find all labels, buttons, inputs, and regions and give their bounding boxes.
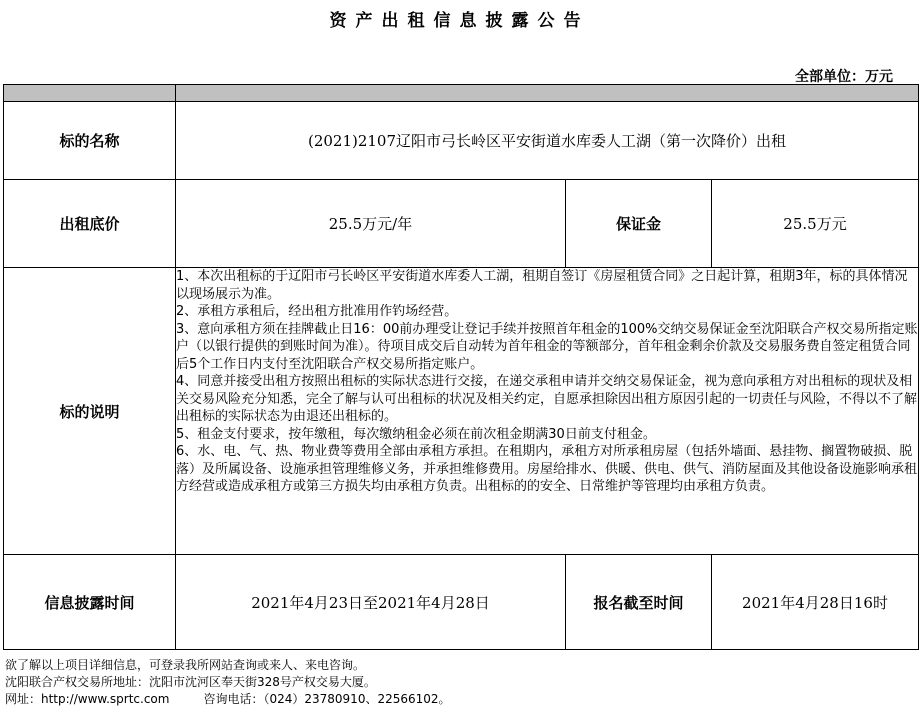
disclosure-time-label: 信息披露时间: [4, 555, 176, 650]
footer-notes: [5, 657, 451, 708]
desc-item-5: 5、租金支付要求，按年缴租，每次缴纳租金必须在前次租金期满30日前支付租金。: [176, 426, 656, 442]
name-value: (2021)2107辽阳市弓长岭区平安街道水库委人工湖（第一次降价）出租: [176, 102, 919, 180]
header-cell-right: [176, 85, 919, 102]
deadline-value: 2021年4月28日16时: [712, 555, 919, 650]
footer-line-contact: [5, 691, 451, 708]
price-label: 出租底价: [4, 180, 176, 268]
desc-content: [176, 268, 919, 555]
footer-line-info: 欲了解以上项目详细信息，可登录我所网站查询或来人、来电咨询。: [5, 658, 366, 672]
row-description: [4, 268, 919, 555]
unit-note: 全部单位：万元: [795, 69, 893, 85]
price-value: 25.5万元/年: [176, 180, 566, 268]
disclosure-time-value: 2021年4月23日至2021年4月28日: [176, 555, 566, 650]
desc-item-6: 6、水、电、气、热、物业费等费用全部由承租方承担。在租期内，承租方对所承租房屋（包括外墙面、悬挂物、搁置物破损、脱落）及所属设备、设施承担管理维修义务，并承担维修费用。房屋给排水、供暖、供电、供气、消防屋面及其他设备设施影响承租方经营或造成承租方或第三方损失均由承租方负责。出租标的的安全、日常维护等管理均由承租方负责。: [176, 444, 918, 494]
desc-label: 标的说明: [4, 268, 176, 555]
deadline-label: 报名截至时间: [566, 555, 712, 650]
desc-item-3: 3、意向承租方须在挂牌截止日16：00前办理受让登记手续并按照首年租金的100%交纳交易保证金至沈阳联合产权交易所指定账户（以银行提供的到账时间为准）。待项目成交后自动转为首年租金的等额部分，首年租金剩余价款及交易服务费自签定租赁合同后5个工作日内支付至沈阳联合产权交易所指定账户。: [176, 321, 918, 372]
row-name: [4, 102, 919, 180]
name-label: 标的名称: [4, 102, 176, 180]
footer-phone: 咨询电话：（024）23780910、22566102。: [203, 692, 451, 706]
header-cell-left: [4, 85, 176, 102]
footer-line-address: 沈阳联合产权交易所地址：沈阳市沈河区奉天街328号产权交易大厦。: [5, 675, 376, 689]
page-title: 资产出租信息披露公告: [329, 11, 590, 31]
desc-item-1: 1、本次出租标的于辽阳市弓长岭区平安街道水库委人工湖，租期自签订《房屋租赁合同》之日起计算，租期3年，标的具体情况以现场展示为准。: [176, 269, 908, 302]
footer-website[interactable]: 网址：http://www.sprtc.com: [5, 692, 170, 706]
desc-item-2: 2、承租方承租后，经出租方批准用作钓场经营。: [176, 304, 458, 319]
table-header-bar: [4, 85, 919, 102]
desc-item-4: 4、同意并接受出租方按照出租标的实际状态进行交接，在递交承租申请并交纳交易保证金，视为意向承租方对出租标的现状及相关交易风险充分知悉，完全了解与认可出租标的状况及相关约定，自愿承担除因出租方原因引起的一切责任与风险，不得以不了解出租标的实际状态为由退还出租标的。: [176, 374, 918, 424]
row-dates: [4, 555, 919, 650]
row-price: [4, 180, 919, 268]
deposit-label: 保证金: [566, 180, 712, 268]
disclosure-table: [3, 84, 919, 650]
deposit-value: 25.5万元: [712, 180, 919, 268]
